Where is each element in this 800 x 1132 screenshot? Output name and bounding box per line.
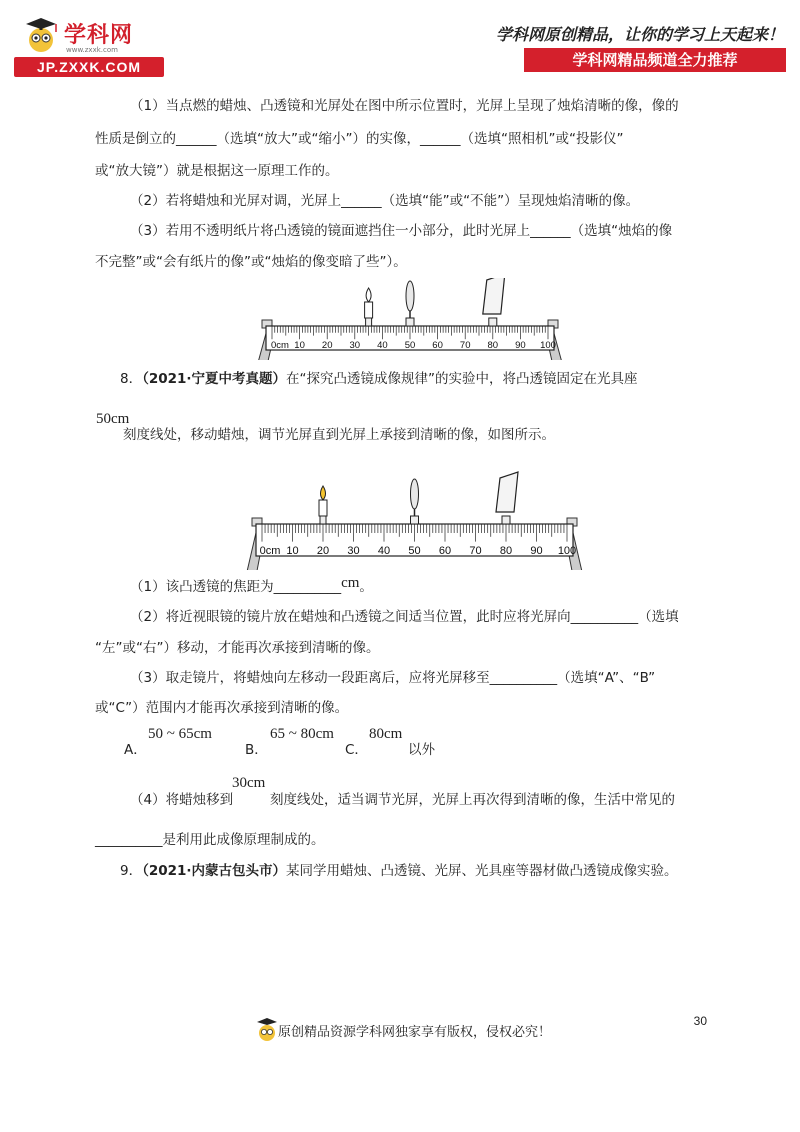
q7-part3-line2: 不完整”或“会有纸片的像”或“烛焰的像变暗了些”）。 (95, 254, 407, 270)
q8-sub3-line1: （3）取走镜片，将蜡烛向左移动一段距离后，应将光屏移至__________（选填“A”、“B” (130, 670, 656, 686)
candle-flame (366, 288, 371, 302)
q7-part1-line1: （1）当点燃的蜡烛、凸透镜和光屏处在图中所示位置时，光屏上呈现了烛焰清晰的像，像的 (130, 98, 679, 114)
header-banner: 学科网精品频道全力推荐 (524, 48, 786, 72)
q9-number: 9． (120, 863, 143, 879)
q8-sub3-line2: 或“C”）范围内才能再次承接到清晰的像。 (95, 700, 349, 716)
convex-lens (411, 479, 419, 509)
brand-url[interactable]: JP.ZXXK.COM (14, 57, 164, 77)
candle-body (319, 500, 327, 516)
q8-sub1-text: （1）该凸透镜的焦距为__________ (130, 579, 342, 595)
option-c-suffix: 以外 (408, 742, 435, 758)
q9-source: （2021·内蒙古包头市） (142, 863, 287, 879)
header-slogan: 学科网原创精品，让你的学习上天起来！ (495, 25, 784, 44)
scale-label: 10 (294, 340, 305, 351)
option-a-value: 50 ~ 65cm (148, 726, 212, 742)
light-screen (496, 472, 518, 512)
candle-flame (321, 486, 326, 500)
q7-part1-line3: 或“放大镜”）就是根据这一原理工作的。 (95, 163, 339, 179)
q8-position-30cm: 30cm (232, 775, 266, 791)
option-a-label: A． (124, 742, 147, 758)
footer-copyright: 原创精品资源学科网独家享有版权，侵权必究！ (278, 1025, 552, 1040)
q9-stem (120, 861, 678, 881)
optical-bench-figure-2 (232, 460, 592, 570)
convex-lens (406, 281, 414, 311)
q8-sub2-line2: “左”或“右”）移动，才能再次承接到清晰的像。 (95, 640, 380, 656)
q7-part3-line1: （3）若用不透明纸片将凸透镜的镜面遮挡住一小部分，此时光屏上______（选填“烛焰的像 (130, 223, 673, 239)
scale-label: 20 (316, 545, 330, 557)
q8-sub4-start: （4）将蜡烛移到 (130, 792, 234, 808)
lens-holder (406, 318, 414, 326)
scale-label: 90 (515, 340, 526, 351)
q8-sub4-mid: 刻度线处，适当调节光屏，光屏上再次得到清晰的像，生活中常见的 (270, 792, 675, 808)
option-c-value: 80cm (369, 726, 403, 742)
scale-label: 100 (540, 340, 556, 351)
candle-body (365, 302, 373, 318)
scale-label: 70 (469, 545, 482, 557)
scale-label: 20 (321, 340, 333, 351)
scale-label: 90 (530, 545, 543, 557)
q8-sub1 (130, 577, 373, 597)
q8-sub1-unit: cm (341, 575, 360, 591)
q8-number: 8． (120, 371, 143, 387)
scale-label: 80 (487, 340, 499, 351)
q8-sub4-line2: __________是利用此成像原理制成的。 (95, 832, 325, 848)
brand-url-small: www.zxxk.com (66, 46, 118, 54)
scale-label: 60 (432, 340, 443, 351)
q8-position-50cm: 50cm (96, 411, 130, 427)
q8-stem: 在“探究凸透镜成像规律”的实验中，将凸透镜固定在光具座 (286, 371, 638, 387)
site-logo (14, 14, 164, 76)
scale-label: 100 (557, 545, 577, 557)
q7-part2: （2）若将蜡烛和光屏对调，光屏上______（选填“能”或“不能”）呈现烛焰清晰的像。 (130, 193, 640, 209)
scale-label: 40 (377, 545, 391, 557)
screen-holder (489, 318, 497, 326)
screen-holder (502, 516, 510, 524)
candle-holder (366, 318, 372, 326)
scale-label: 50 (404, 340, 416, 351)
q8-stem-line1 (120, 369, 638, 389)
q8-stem-line2: 刻度线处，移动蜡烛，调节光屏直到光屏上承接到清晰的像，如图所示。 (123, 427, 555, 443)
scale-label: 0cm (271, 340, 289, 351)
scale-label: 30 (347, 545, 360, 557)
brand-name: 学科网 (64, 23, 134, 48)
option-c-label: C． (345, 742, 368, 758)
scale-label: 10 (286, 545, 299, 557)
option-b-value: 65 ~ 80cm (270, 726, 334, 742)
owl-mascot-icon (20, 14, 62, 56)
scale-label: 40 (377, 340, 388, 351)
scale-label: 70 (459, 340, 471, 351)
candle-holder (320, 516, 326, 524)
page-number: 30 (693, 1014, 707, 1028)
q8-sub1-end: 。 (359, 579, 373, 595)
optical-bench-figure-1 (250, 278, 575, 360)
owl-footer-icon (256, 1016, 278, 1044)
scale-label: 0cm (259, 545, 281, 557)
light-screen (483, 278, 505, 314)
scale-label: 60 (438, 545, 452, 557)
scale-label: 50 (408, 545, 421, 557)
q8-source: （2021·宁夏中考真题） (142, 371, 287, 387)
scale-label: 80 (499, 545, 513, 557)
lens-holder (411, 516, 419, 524)
option-b-label: B． (245, 742, 268, 758)
q9-stem-text: 某同学用蜡烛、凸透镜、光屏、光具座等器材做凸透镜成像实验。 (286, 863, 678, 879)
q7-part1-line2: 性质是倒立的______（选填“放大”或“缩小”）的实像，______（选填“照相机”或“投影仪” (95, 131, 624, 147)
scale-label: 30 (349, 340, 361, 351)
q8-sub2-line1: （2）将近视眼镜的镜片放在蜡烛和凸透镜之间适当位置，此时应将光屏向__________（选填 (130, 609, 679, 625)
